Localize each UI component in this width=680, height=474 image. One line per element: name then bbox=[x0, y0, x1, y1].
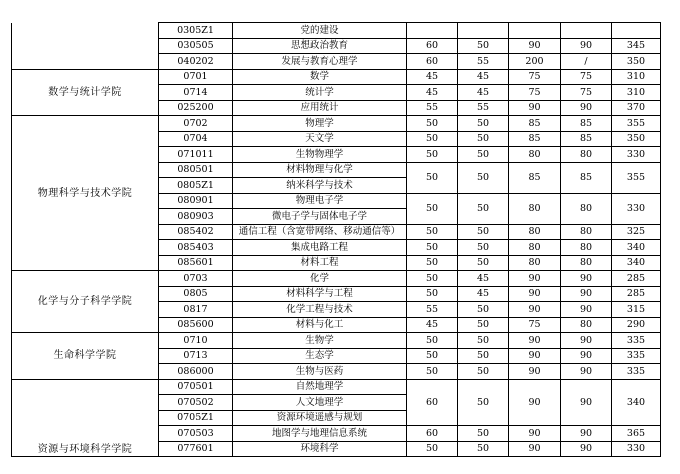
total-score: 290 bbox=[612, 317, 661, 333]
major-code: 070501 bbox=[159, 379, 233, 395]
subject-two-score: 90 bbox=[561, 364, 612, 380]
total-score: 310 bbox=[612, 85, 661, 101]
foreign-language-score: 50 bbox=[458, 426, 509, 442]
politics-score: 45 bbox=[407, 317, 458, 333]
politics-score: 60 bbox=[407, 379, 458, 426]
foreign-language-score: 45 bbox=[458, 271, 509, 287]
subject-two-score: 75 bbox=[561, 85, 612, 101]
table-row bbox=[12, 116, 661, 132]
politics-score: 50 bbox=[407, 364, 458, 380]
major-name: 资源环境遥感与规划 bbox=[233, 410, 407, 426]
subject-two-score: 90 bbox=[561, 348, 612, 364]
major-code: 0714 bbox=[159, 85, 233, 101]
major-name: 材料物理与化学 bbox=[233, 162, 407, 178]
major-name: 物理电子学 bbox=[233, 193, 407, 209]
subject-one-score: 80 bbox=[509, 193, 561, 224]
major-name: 应用统计 bbox=[233, 100, 407, 116]
major-name: 集成电路工程 bbox=[233, 240, 407, 256]
major-code: 0705Z1 bbox=[159, 410, 233, 426]
subject-one-score: 200 bbox=[509, 54, 561, 70]
total-score: 310 bbox=[612, 69, 661, 85]
subject-one-score: 90 bbox=[509, 441, 561, 457]
major-code: 025200 bbox=[159, 100, 233, 116]
table-row bbox=[12, 23, 661, 39]
major-code: 085601 bbox=[159, 255, 233, 271]
politics-score: 50 bbox=[407, 147, 458, 163]
foreign-language-score: 50 bbox=[458, 240, 509, 256]
total-score: 370 bbox=[612, 100, 661, 116]
major-name: 生态学 bbox=[233, 348, 407, 364]
foreign-language-score: 50 bbox=[458, 364, 509, 380]
foreign-language-score: 50 bbox=[458, 333, 509, 349]
subject-two-score: 80 bbox=[561, 193, 612, 224]
college-name bbox=[12, 23, 159, 70]
total-score bbox=[612, 23, 661, 39]
total-score: 315 bbox=[612, 302, 661, 318]
foreign-language-score: 45 bbox=[458, 69, 509, 85]
foreign-language-score: 45 bbox=[458, 85, 509, 101]
subject-two-score: 90 bbox=[561, 426, 612, 442]
foreign-language-score: 50 bbox=[458, 317, 509, 333]
subject-one-score: 80 bbox=[509, 255, 561, 271]
major-code: 0703 bbox=[159, 271, 233, 287]
subject-one-score: 85 bbox=[509, 131, 561, 147]
major-name: 数学 bbox=[233, 69, 407, 85]
major-name: 地图学与地理信息系统 bbox=[233, 426, 407, 442]
total-score: 330 bbox=[612, 147, 661, 163]
total-score: 330 bbox=[612, 441, 661, 457]
major-code: 0713 bbox=[159, 348, 233, 364]
subject-one-score: 85 bbox=[509, 116, 561, 132]
subject-one-score: 90 bbox=[509, 364, 561, 380]
subject-two-score: / bbox=[561, 54, 612, 70]
subject-two-score: 90 bbox=[561, 333, 612, 349]
subject-one-score: 75 bbox=[509, 85, 561, 101]
major-name: 自然地理学 bbox=[233, 379, 407, 395]
major-name: 环境科学 bbox=[233, 441, 407, 457]
major-code: 0710 bbox=[159, 333, 233, 349]
politics-score: 55 bbox=[407, 100, 458, 116]
politics-score: 50 bbox=[407, 271, 458, 287]
foreign-language-score: 50 bbox=[458, 131, 509, 147]
subject-one-score: 80 bbox=[509, 147, 561, 163]
politics-score: 50 bbox=[407, 240, 458, 256]
foreign-language-score: 50 bbox=[458, 255, 509, 271]
foreign-language-score: 55 bbox=[458, 54, 509, 70]
major-code: 0305Z1 bbox=[159, 23, 233, 39]
college-name: 物理科学与技术学院 bbox=[12, 116, 159, 271]
subject-one-score: 90 bbox=[509, 333, 561, 349]
table-row bbox=[12, 69, 661, 85]
foreign-language-score: 50 bbox=[458, 193, 509, 224]
subject-one-score: 85 bbox=[509, 162, 561, 193]
college-name: 资源与环境科学学院 bbox=[12, 379, 159, 457]
subject-two-score: 80 bbox=[561, 317, 612, 333]
politics-score: 60 bbox=[407, 54, 458, 70]
major-name: 微电子学与固体电子学 bbox=[233, 209, 407, 225]
score-table bbox=[11, 22, 661, 457]
politics-score: 50 bbox=[407, 286, 458, 302]
total-score: 340 bbox=[612, 255, 661, 271]
score-table-sheet bbox=[11, 22, 660, 457]
subject-one-score: 90 bbox=[509, 38, 561, 54]
subject-one-score: 80 bbox=[509, 240, 561, 256]
foreign-language-score: 50 bbox=[458, 224, 509, 240]
major-name: 材料科学与工程 bbox=[233, 286, 407, 302]
politics-score: 50 bbox=[407, 116, 458, 132]
politics-score: 45 bbox=[407, 85, 458, 101]
major-name: 材料工程 bbox=[233, 255, 407, 271]
table-row bbox=[12, 271, 661, 287]
major-name: 生物学 bbox=[233, 333, 407, 349]
major-name: 发展与教育心理学 bbox=[233, 54, 407, 70]
subject-two-score: 90 bbox=[561, 271, 612, 287]
politics-score: 60 bbox=[407, 426, 458, 442]
politics-score: 50 bbox=[407, 131, 458, 147]
subject-one-score: 90 bbox=[509, 426, 561, 442]
foreign-language-score: 50 bbox=[458, 302, 509, 318]
subject-two-score: 85 bbox=[561, 116, 612, 132]
subject-one-score: 90 bbox=[509, 379, 561, 426]
subject-two-score: 80 bbox=[561, 147, 612, 163]
total-score: 340 bbox=[612, 379, 661, 426]
total-score: 325 bbox=[612, 224, 661, 240]
total-score: 285 bbox=[612, 286, 661, 302]
subject-one-score: 90 bbox=[509, 286, 561, 302]
total-score: 350 bbox=[612, 131, 661, 147]
subject-one-score: 90 bbox=[509, 348, 561, 364]
total-score: 340 bbox=[612, 240, 661, 256]
major-code: 080501 bbox=[159, 162, 233, 178]
foreign-language-score: 50 bbox=[458, 38, 509, 54]
subject-one-score: 75 bbox=[509, 69, 561, 85]
politics-score: 50 bbox=[407, 441, 458, 457]
total-score: 355 bbox=[612, 116, 661, 132]
foreign-language-score: 45 bbox=[458, 286, 509, 302]
politics-score: 60 bbox=[407, 38, 458, 54]
major-code: 080903 bbox=[159, 209, 233, 225]
major-code: 0805Z1 bbox=[159, 178, 233, 194]
subject-one-score: 90 bbox=[509, 271, 561, 287]
major-code: 071011 bbox=[159, 147, 233, 163]
politics-score: 50 bbox=[407, 193, 458, 224]
college-name: 数学与统计学院 bbox=[12, 69, 159, 116]
total-score: 335 bbox=[612, 348, 661, 364]
subject-one-score: 90 bbox=[509, 100, 561, 116]
major-code: 085402 bbox=[159, 224, 233, 240]
politics-score: 50 bbox=[407, 224, 458, 240]
major-name: 材料与化工 bbox=[233, 317, 407, 333]
politics-score: 55 bbox=[407, 302, 458, 318]
major-code: 0805 bbox=[159, 286, 233, 302]
major-name: 生物与医药 bbox=[233, 364, 407, 380]
foreign-language-score: 50 bbox=[458, 116, 509, 132]
subject-two-score: 80 bbox=[561, 224, 612, 240]
foreign-language-score bbox=[458, 23, 509, 39]
foreign-language-score: 55 bbox=[458, 100, 509, 116]
subject-two-score: 80 bbox=[561, 240, 612, 256]
major-name: 天文学 bbox=[233, 131, 407, 147]
total-score: 355 bbox=[612, 162, 661, 193]
subject-two-score: 90 bbox=[561, 286, 612, 302]
subject-two-score: 85 bbox=[561, 162, 612, 193]
total-score: 335 bbox=[612, 333, 661, 349]
total-score: 350 bbox=[612, 54, 661, 70]
politics-score: 50 bbox=[407, 162, 458, 193]
foreign-language-score: 50 bbox=[458, 147, 509, 163]
politics-score bbox=[407, 23, 458, 39]
subject-two-score: 90 bbox=[561, 302, 612, 318]
major-name: 化学 bbox=[233, 271, 407, 287]
total-score: 335 bbox=[612, 364, 661, 380]
major-name: 思想政治教育 bbox=[233, 38, 407, 54]
politics-score: 45 bbox=[407, 69, 458, 85]
major-name: 人文地理学 bbox=[233, 395, 407, 411]
subject-two-score: 90 bbox=[561, 379, 612, 426]
foreign-language-score: 50 bbox=[458, 162, 509, 193]
major-name: 化学工程与技术 bbox=[233, 302, 407, 318]
total-score: 330 bbox=[612, 193, 661, 224]
foreign-language-score: 50 bbox=[458, 348, 509, 364]
table-row bbox=[12, 379, 661, 395]
major-code: 0704 bbox=[159, 131, 233, 147]
college-name: 化学与分子科学学院 bbox=[12, 271, 159, 333]
major-code: 030505 bbox=[159, 38, 233, 54]
subject-one-score: 90 bbox=[509, 302, 561, 318]
foreign-language-score: 50 bbox=[458, 379, 509, 426]
subject-two-score: 85 bbox=[561, 131, 612, 147]
subject-two-score: 90 bbox=[561, 441, 612, 457]
major-code: 080901 bbox=[159, 193, 233, 209]
subject-one-score bbox=[509, 23, 561, 39]
major-code: 070503 bbox=[159, 426, 233, 442]
subject-one-score: 80 bbox=[509, 224, 561, 240]
major-name: 纳米科学与技术 bbox=[233, 178, 407, 194]
major-code: 070502 bbox=[159, 395, 233, 411]
major-code: 086000 bbox=[159, 364, 233, 380]
table-row bbox=[12, 333, 661, 349]
major-code: 0817 bbox=[159, 302, 233, 318]
major-name: 统计学 bbox=[233, 85, 407, 101]
subject-one-score: 75 bbox=[509, 317, 561, 333]
total-score: 345 bbox=[612, 38, 661, 54]
subject-two-score: 90 bbox=[561, 38, 612, 54]
major-code: 085403 bbox=[159, 240, 233, 256]
subject-two-score bbox=[561, 23, 612, 39]
total-score: 365 bbox=[612, 426, 661, 442]
major-code: 040202 bbox=[159, 54, 233, 70]
major-code: 085600 bbox=[159, 317, 233, 333]
major-name: 通信工程（含宽带网络、移动通信等） bbox=[233, 224, 407, 240]
major-code: 0702 bbox=[159, 116, 233, 132]
subject-two-score: 90 bbox=[561, 100, 612, 116]
major-name: 党的建设 bbox=[233, 23, 407, 39]
major-code: 0701 bbox=[159, 69, 233, 85]
major-name: 物理学 bbox=[233, 116, 407, 132]
politics-score: 50 bbox=[407, 333, 458, 349]
subject-two-score: 75 bbox=[561, 69, 612, 85]
major-code: 077601 bbox=[159, 441, 233, 457]
score-table-body bbox=[12, 23, 661, 457]
major-name: 生物物理学 bbox=[233, 147, 407, 163]
politics-score: 50 bbox=[407, 255, 458, 271]
subject-two-score: 80 bbox=[561, 255, 612, 271]
college-name: 生命科学学院 bbox=[12, 333, 159, 380]
total-score: 285 bbox=[612, 271, 661, 287]
politics-score: 50 bbox=[407, 348, 458, 364]
foreign-language-score: 50 bbox=[458, 441, 509, 457]
